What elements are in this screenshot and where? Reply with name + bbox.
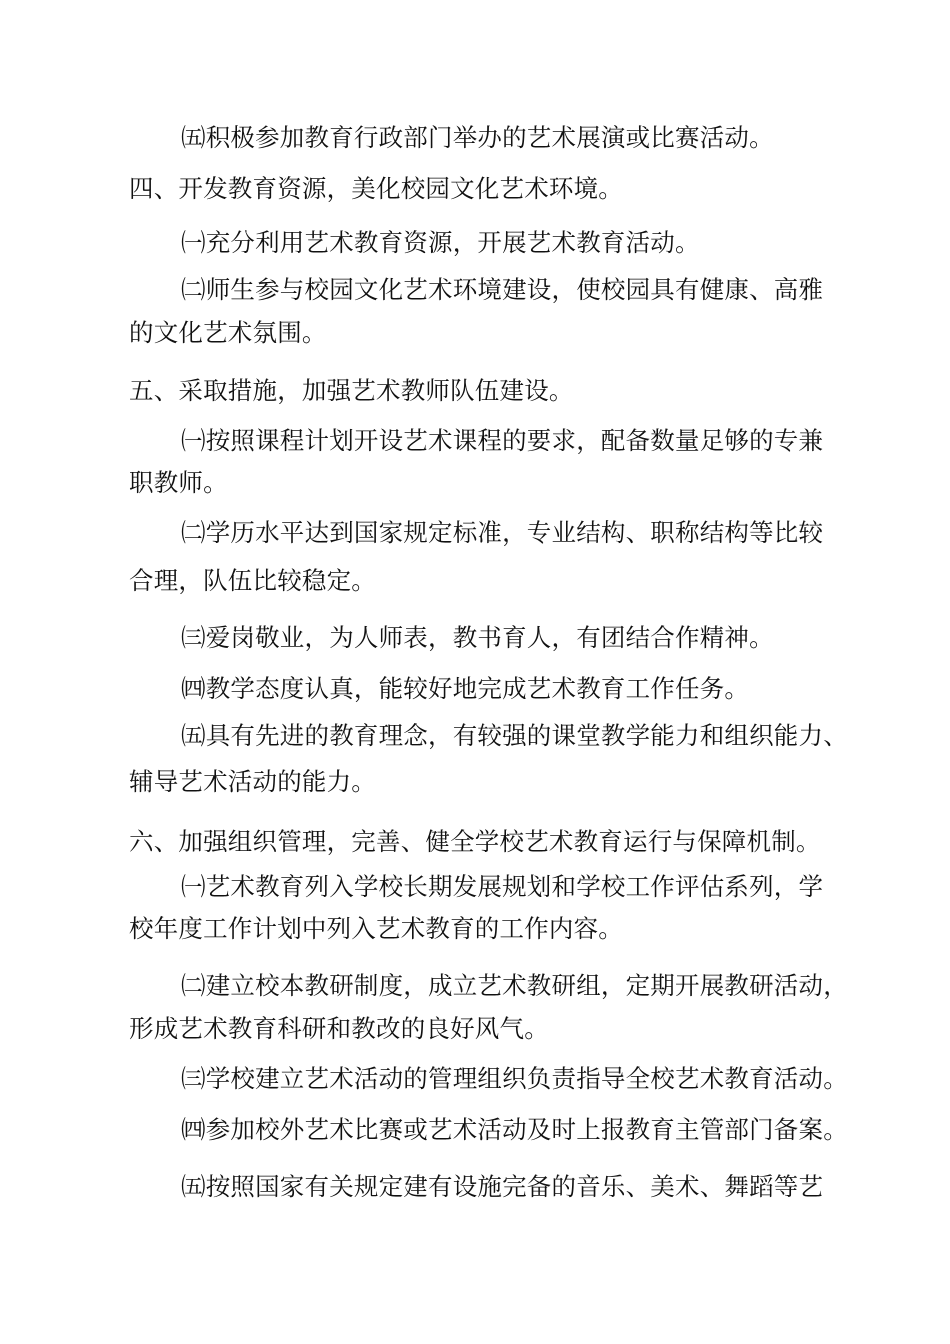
subitem-line: ㈠按照课程计划开设艺术课程的要求，配备数量足够的专兼	[181, 426, 824, 455]
subitem-line: ㈠充分利用艺术教育资源，开展艺术教育活动。	[181, 228, 700, 257]
subitem-line: ㈤按照国家有关规定建有设施完备的音乐、美术、舞蹈等艺	[181, 1172, 824, 1201]
subitem-line: ㈣教学态度认真，能较好地完成艺术教育工作任务。	[181, 674, 750, 703]
subitem-line: ㈡建立校本教研制度，成立艺术教研组，定期开展教研活动，	[181, 971, 848, 1000]
subitem-line: ㈤积极参加教育行政部门举办的艺术展演或比赛活动。	[181, 123, 774, 152]
section-heading: 四、开发教育资源，美化校园文化艺术环境。	[129, 174, 623, 203]
subitem-line: ㈠艺术教育列入学校长期发展规划和学校工作评估系列，学	[181, 872, 824, 901]
continuation-line: 辅导艺术活动的能力。	[129, 767, 376, 796]
subitem-line: ㈢爱岗敬业，为人师表，教书育人，有团结合作精神。	[181, 623, 774, 652]
subitem-line: ㈣参加校外艺术比赛或艺术活动及时上报教育主管部门备案。	[181, 1115, 848, 1144]
continuation-line: 合理，队伍比较稳定。	[129, 566, 376, 595]
subitem-line: ㈤具有先进的教育理念，有较强的课堂教学能力和组织能力、	[181, 721, 848, 750]
section-heading: 五、采取措施，加强艺术教师队伍建设。	[129, 376, 574, 405]
continuation-line: 的文化艺术氛围。	[129, 318, 327, 347]
subitem-line: ㈡师生参与校园文化艺术环境建设，使校园具有健康、高雅	[181, 275, 824, 304]
continuation-line: 职教师。	[129, 468, 228, 497]
section-heading: 六、加强组织管理，完善、健全学校艺术教育运行与保障机制。	[129, 827, 821, 856]
subitem-line: ㈡学历水平达到国家规定标准，专业结构、职称结构等比较	[181, 518, 824, 547]
continuation-line: 校年度工作计划中列入艺术教育的工作内容。	[129, 914, 623, 943]
subitem-line: ㈢学校建立艺术活动的管理组织负责指导全校艺术教育活动。	[181, 1064, 848, 1093]
continuation-line: 形成艺术教育科研和教改的良好风气。	[129, 1014, 549, 1043]
